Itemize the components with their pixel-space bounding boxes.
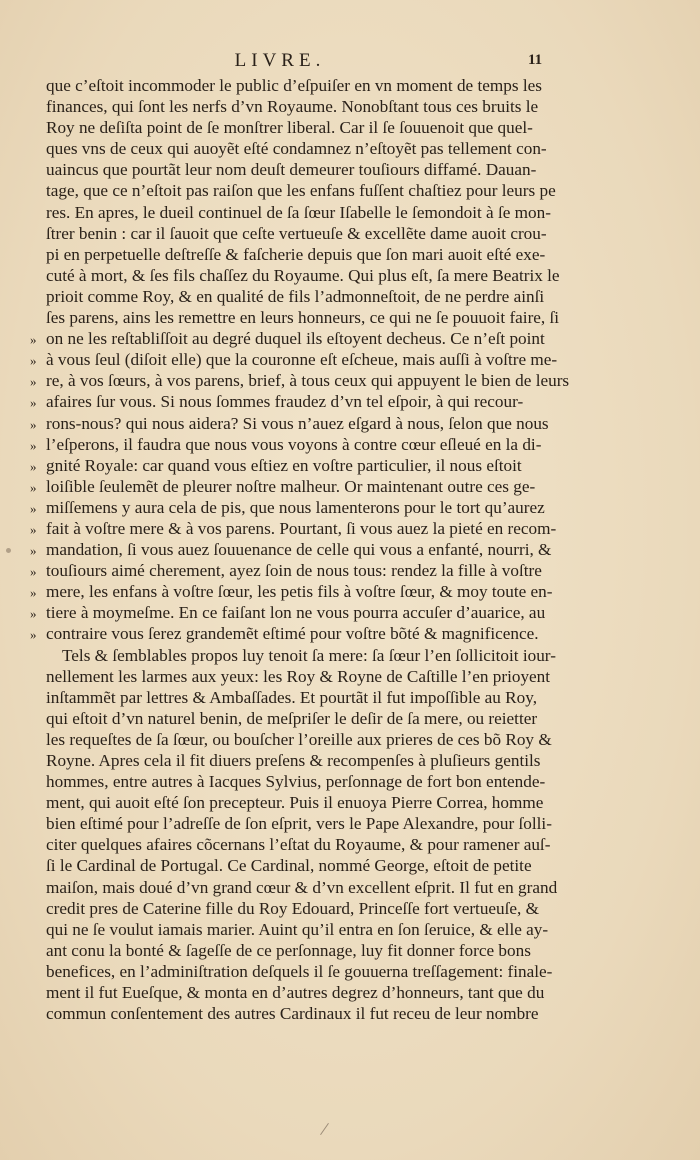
text-line — [30, 328, 580, 349]
line-text: touſiours aimé cherement, ayez ſoin de nous tous: rendez la fille à voſtre — [46, 561, 542, 581]
text-line — [30, 434, 580, 455]
quotation-marker: » — [30, 353, 37, 369]
text-line — [30, 581, 580, 602]
running-head — [0, 50, 700, 76]
line-text: fait à voſtre mere & à vos parens. Pourtant, ſi vous auez la pieté en recom- — [46, 518, 557, 538]
quotation-marker: » — [30, 395, 37, 411]
line-text: qui ne ſe voulut iamais marier. Auint qu’il entra en ſon ſeruice, & elle ay- — [46, 919, 549, 939]
quotation-marker: » — [30, 627, 37, 643]
text-line — [30, 455, 580, 476]
text-line — [30, 307, 580, 328]
line-text: benefices, en l’adminiſtration deſquels il ſe gouuerna treſſagement: finale- — [46, 961, 553, 981]
line-text: hommes, entre autres à Iacques Sylvius, perſonnage de fort bon entende- — [46, 772, 546, 792]
text-line — [30, 413, 580, 434]
line-text: les requeſtes de ſa ſœur, ou bouſcher l’oreille aux prieres de ces bõ Roy & — [46, 729, 552, 749]
text-line — [30, 813, 580, 834]
text-line — [30, 349, 580, 370]
line-text: miſſemens y aura cela de pis, que nous lamenterons pour le tort qu’aurez — [46, 497, 545, 517]
text-line — [30, 75, 580, 96]
text-line — [30, 1003, 580, 1024]
line-text: Tels & ſemblables propos luy tenoit ſa mere: ſa ſœur l’en ſollicitoit iour- — [62, 645, 556, 665]
line-text: mere, les enfans à voſtre ſœur, les petis fils à voſtre ſœur, & moy toute en- — [46, 582, 553, 602]
line-text: tiere à moymeſme. En ce faiſant lon ne vous pourra accuſer d’auarice, au — [46, 603, 546, 623]
text-line — [30, 265, 580, 286]
line-text: ment il fut Eueſque, & monta en d’autres degrez d’honneurs, tant que du — [46, 983, 545, 1003]
quotation-marker: » — [30, 374, 37, 390]
line-text: gnité Royale: car quand vous eſtiez en voſtre particulier, il nous eſtoit — [46, 455, 522, 475]
line-text: res. En apres, le dueil continuel de ſa ſœur Iſabelle le ſemondoit à ſe mon- — [46, 202, 551, 222]
line-text: commun conſentement des autres Cardinaux il fut receu de leur nombre — [46, 1004, 539, 1024]
quotation-marker: » — [30, 500, 37, 516]
ink-smudge — [6, 548, 11, 553]
line-text: à vous ſeul (diſoit elle) que la couronne eſt eſcheue, mais auſſi à voſtre me- — [46, 350, 558, 370]
text-line — [30, 476, 580, 497]
line-text: nellement les larmes aux yeux: les Roy & Royne de Caſtille l’en prioyent — [46, 666, 551, 686]
text-line — [30, 792, 580, 813]
text-line — [30, 898, 580, 919]
text-line — [30, 771, 580, 792]
line-text: uaincus que pourtãt leur nom deuſt demeurer touſiours diffamé. Dauan- — [46, 160, 537, 180]
text-line — [30, 159, 580, 180]
text-line — [30, 223, 580, 244]
line-text: qui eſtoit d’vn naturel benin, de meſpriſer le deſir de ſa mere, ou reietter — [46, 708, 538, 728]
text-line — [30, 855, 580, 876]
quotation-marker: » — [30, 332, 37, 348]
line-text: maiſon, mais doué d’vn grand cœur & d’vn excellent eſprit. Il fut en grand — [46, 877, 558, 897]
quotation-marker: » — [30, 437, 37, 453]
line-text: tage, que ce n’eſtoit pas raiſon que les enfans fuſſent chaſtiez pour leurs pe — [46, 181, 556, 201]
running-title: LIVRE. — [234, 50, 326, 71]
text-line — [30, 645, 580, 666]
line-text: inſtammẽt par lettres & Ambaſſades. Et pourtãt il fut impoſſible au Roy, — [46, 687, 538, 707]
text-line — [30, 518, 580, 539]
text-line — [30, 834, 580, 855]
line-text: loiſible ſeulemẽt de pleurer noſtre malheur. Or maintenant outre ces ge- — [46, 476, 536, 496]
text-line — [30, 138, 580, 159]
line-text: l’eſperons, il faudra que nous vous voyons à contre cœur eſleué en la di- — [46, 434, 542, 454]
line-text: finances, qui ſont les nerfs d’vn Royaume. Nonobſtant tous ces bruits le — [46, 97, 539, 117]
text-line — [30, 940, 580, 961]
text-line — [30, 708, 580, 729]
line-text: ſes parens, ains les remettre en leurs honneurs, ce qui ne ſe pouuoit faire, ſi — [46, 308, 560, 328]
quotation-marker: » — [30, 606, 37, 622]
quotation-marker: » — [30, 416, 37, 432]
line-text: ques vns de ceux qui auoyẽt eſté condamnez n’eſtoyẽt pas tellement con- — [46, 139, 547, 159]
text-line — [30, 919, 580, 940]
line-text: credit pres de Caterine fille du Roy Edouard, Princeſſe fort vertueuſe, & — [46, 898, 540, 918]
text-line — [30, 666, 580, 687]
line-text: bien eſtimé pour l’adreſſe de ſon eſprit, vers le Pape Alexandre, pour ſolli- — [46, 814, 552, 834]
line-text: re, à vos ſœurs, à vos parens, brief, à tous ceux qui appuyent le bien de leurs — [46, 371, 570, 391]
quotation-marker: » — [30, 521, 37, 537]
line-text: pi en perpetuelle deſtreſſe & faſcherie depuis que ſon mari auoit eſté exe- — [46, 244, 546, 264]
text-line — [30, 96, 580, 117]
line-text: ſi le Cardinal de Portugal. Ce Cardinal, nommé George, eſtoit de petite — [46, 856, 532, 876]
line-text: que c’eſtoit incommoder le public d’eſpuiſer en vn moment de temps les — [46, 76, 542, 95]
text-line — [30, 982, 580, 1003]
quotation-marker: » — [30, 585, 37, 601]
text-line — [30, 286, 580, 307]
quotation-marker: » — [30, 458, 37, 474]
text-line — [30, 560, 580, 581]
quotation-marker: » — [30, 479, 37, 495]
body-text — [30, 75, 580, 1024]
text-line — [30, 961, 580, 982]
text-line — [30, 202, 580, 223]
quotation-marker: » — [30, 543, 37, 559]
folio-number: 11 — [528, 52, 543, 68]
text-line — [30, 877, 580, 898]
text-line — [30, 180, 580, 201]
text-line — [30, 602, 580, 623]
line-text: contraire vous ſerez grandemẽt eſtimé pour voſtre bõté & magnificence. — [46, 624, 539, 644]
line-text: cuté à mort, & ſes fils chaſſez du Royaume. Qui plus eſt, ſa mere Beatrix le — [46, 265, 560, 285]
text-line — [30, 497, 580, 518]
line-text: mandation, ſi vous auez ſouuenance de celle qui vous a enfanté, nourri, & — [46, 540, 552, 560]
line-text: on ne les reſtabliſſoit au degré duquel ils eſtoyent decheus. Ce n’eſt point — [46, 329, 545, 349]
line-text: Royne. Apres cela il fit diuers preſens & recompenſes à pluſieurs gentils — [46, 751, 541, 770]
line-text: ant conu la bonté & ſageſſe de ce perſonnage, luy fit donner force bons — [46, 940, 531, 960]
text-line — [30, 539, 580, 560]
text-line — [30, 244, 580, 265]
line-text: ment, qui auoit eſté ſon precepteur. Puis il enuoya Pierre Correa, homme — [46, 793, 544, 813]
line-text: prioit comme Roy, & en qualité de fils l’admonneſtoit, de ne perdre ainſi — [46, 286, 545, 306]
text-line — [30, 117, 580, 138]
line-text: Roy ne deſiſta point de ſe monſtrer liberal. Car il ſe ſouuenoit que quel- — [46, 118, 533, 138]
line-text: afaires ſur vous. Si nous ſommes fraudez d’vn tel eſpoir, à qui recour- — [46, 392, 524, 412]
text-line — [30, 623, 580, 644]
line-text: ſtrer benin : car il ſauoit que ceſte vertueuſe & excellẽte dame auoit crou- — [46, 223, 547, 243]
text-line — [30, 391, 580, 412]
text-line — [30, 687, 580, 708]
text-line — [30, 729, 580, 750]
quotation-marker: » — [30, 564, 37, 580]
line-text: citer quelques afaires cõcernans l’eſtat du Royaume, & pour ramener auſ- — [46, 835, 551, 855]
text-line — [30, 370, 580, 391]
stray-mark — [320, 1123, 329, 1135]
line-text: rons-nous? qui nous aidera? Si vous n’auez eſgard à nous, ſelon que nous — [46, 413, 549, 433]
text-line — [30, 750, 580, 771]
